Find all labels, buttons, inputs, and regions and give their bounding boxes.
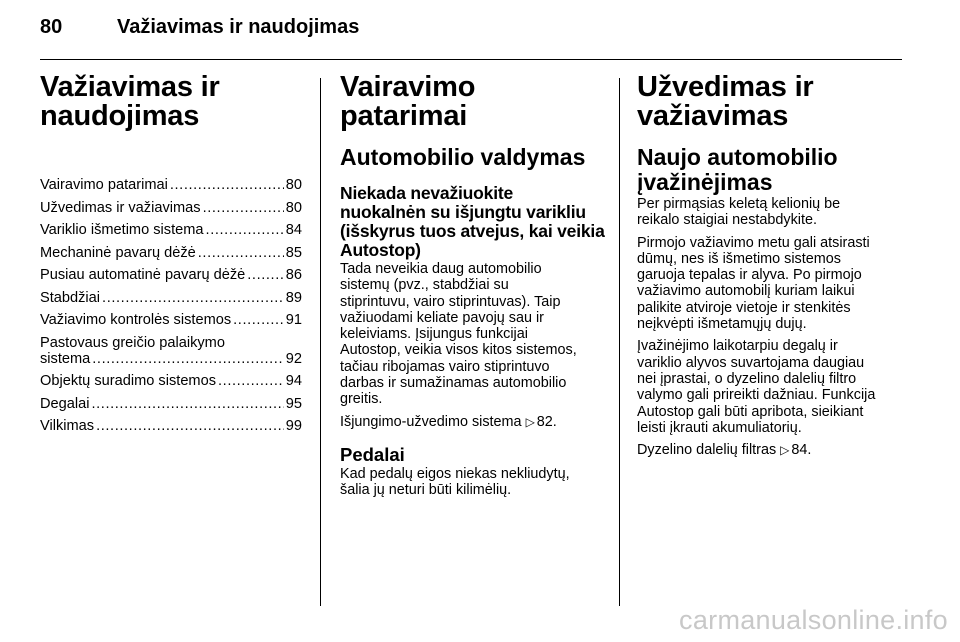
column-divider-1	[320, 78, 321, 606]
paragraph: Pirmojo važiavimo metu gali atsirasti dūmų, nes iš išmetimo sistemos garuoja tepalas ir alyva. Po pirmojo važiavimo automobilį kuriam laikui palikite atviroje vietoje ir stenkitės neįkvėpti išmetamųjų dujų.	[637, 234, 870, 333]
watermark: carmanualsonline.info	[679, 605, 948, 635]
paragraph: Kad pedalų eigos niekas nekliudytų, šalia jų neturi būti kilimėlių.	[340, 465, 570, 499]
section-title: Užvedimas ir važiavimas	[637, 71, 814, 132]
header-rule	[40, 59, 902, 60]
driving-hints-column	[340, 73, 606, 499]
toc-entry[interactable]: Objektų suradimo sistemos ..... 94	[40, 373, 302, 389]
paragraph: Per pirmąsias keletą kelionių be reikalo staigiai nestabdykite.	[637, 196, 841, 229]
toc-entry[interactable]: Pastovaus greičio palaikymo sistema ..... 92	[40, 335, 302, 367]
triangle-right-icon: ▷	[780, 443, 790, 458]
cross-reference[interactable]: Išjungimo-užvedimo sistema ▷ 82.	[340, 413, 557, 430]
section-title: Vairavimo patarimai	[340, 71, 476, 132]
table-of-contents	[40, 177, 302, 434]
paragraph: Tada neveikia daug automobilio sistemų (pvz., stabdžiai su stiprintuvu, vairo stiprintuvas). Taip važiuodami keliate pavojų sau ir keleiviams. Įsijungus funkcijai Autostop, veikia visos kitos sistemos, tačiau ribojamas vairo stiprintuvo darbas ir sumažinamas automobilio greitis.	[340, 261, 577, 408]
paragraph: Įvažinėjimo laikotarpiu degalų ir variklio alyvos suvartojama daugiau nei įprastai, o dyzelino dalelių filtro valymo gali prireikti dažniau. Funkcija Autostop gali būti apribota, sieikiant leisti įkrauti akumuliatorių.	[637, 338, 876, 436]
starting-operating-column	[637, 73, 907, 458]
toc-entry[interactable]: Vairavimo patarimai ..... 80	[40, 177, 302, 193]
section-subtitle: Automobilio valdymas	[340, 144, 586, 170]
toc-entry[interactable]: Stabdžiai ..... 89	[40, 290, 302, 306]
toc-entry[interactable]: Mechaninė pavarų dėžė ..... 85	[40, 245, 302, 261]
toc-entry[interactable]: Degalai ..... 95	[40, 396, 302, 412]
chapter-contents-column	[40, 73, 302, 441]
page-number: 80	[40, 16, 63, 38]
toc-entry[interactable]: Vilkimas ..... 99	[40, 418, 302, 434]
triangle-right-icon: ▷	[525, 414, 535, 429]
cross-reference[interactable]: Dyzelino dalelių filtras ▷ 84.	[637, 442, 812, 459]
toc-entry[interactable]: Pusiau automatinė pavarų dėžė ..... 86	[40, 267, 302, 283]
toc-entry[interactable]: Važiavimo kontrolės sistemos ..... 91	[40, 312, 302, 328]
pedals-heading: Pedalai	[340, 443, 405, 465]
toc-entry[interactable]: Užvedimas ir važiavimas ..... 80	[40, 200, 302, 216]
column-divider-2	[619, 78, 620, 606]
chapter-title: Važiavimas ir naudojimas	[40, 71, 220, 132]
warning-heading: Niekada nevažiuokite nuokalnėn su išjungtu varikliu (išskyrus tuos atvejus, kai veikia Autostop)	[340, 183, 605, 260]
section-subtitle: Naujo automobilio įvažinėjimas	[637, 144, 838, 195]
running-title: Važiavimas ir naudojimas	[117, 16, 360, 38]
toc-entry[interactable]: Variklio išmetimo sistema ..... 84	[40, 222, 302, 238]
